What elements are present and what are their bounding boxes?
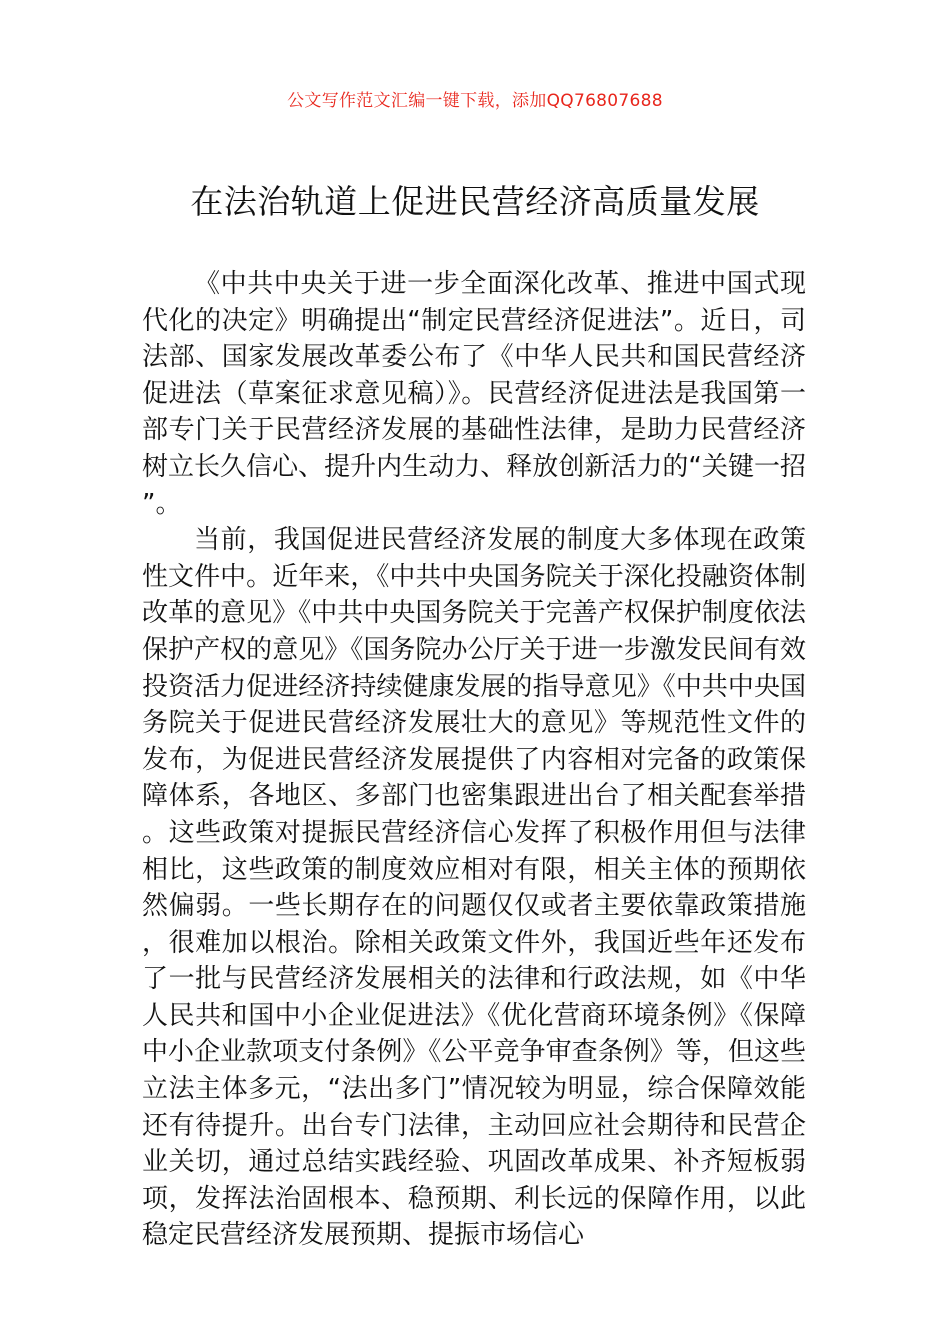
document-title: 在法治轨道上促进民营经济高质量发展 — [190, 182, 760, 221]
download-promo-note: 公文写作范文汇编一键下载，添加QQ76807688 — [287, 91, 663, 111]
body-paragraph-2: 当前，我国促进民营经济发展的制度大多体现在政策性文件中。近年来，《中共中央国务院关于深化投融资体制改革的意见》《中共中央国务院关于完善产权保护制度依法保护产权的意见》《国务院办公厅关于进一步激发民间有效投资活力促进经济持续健康发展的指导意见》《中共中央国务院关于促进民营经济发展壮大的意见》等规范性文件的发布，为促进民营经济发展提供了内容相对完备的政策保障体系，各地区、多部门也密集跟进出台了相关配套举措。这些政策对提振民营经济信心发挥了积极作用但与法律相比，这些政策的制度效应相对有限，相关主体的预期依然偏弱。一些长期存在的问题仅仅或者主要依靠政策措施，很难加以根治。除相关政策文件外，我国近些年还发布了一批与民营经济发展相关的法律和行政法规，如《中华人民共和国中小企业促进法》《优化营商环境条例》《保障中小企业款项支付条例》《公平竞争审查条例》等，但这些立法主体多元，“法出多门”情况较为明显，综合保障效能还有待提升。出台专门法律，主动回应社会期待和民营企业关切，通过总结实践经验、巩固改革成果、补齐短板弱项，发挥法治固根本、稳预期、利长远的保障作用，以此稳定民营经济发展预期、提振市场信心 — [142, 525, 806, 1251]
document-body — [142, 266, 806, 1254]
body-paragraph-1: 《中共中央关于进一步全面深化改革、推进中国式现代化的决定》明确提出“制定民营经济促进法”。近日，司法部、国家发展改革委公布了《中华人民共和国民营经济促进法（草案征求意见稿）》。民营经济促进法是我国第一部专门关于民营经济发展的基础性法律，是助力民营经济树立长久信心、提升内生动力、释放创新活力的“关键一招”。 — [142, 269, 806, 519]
